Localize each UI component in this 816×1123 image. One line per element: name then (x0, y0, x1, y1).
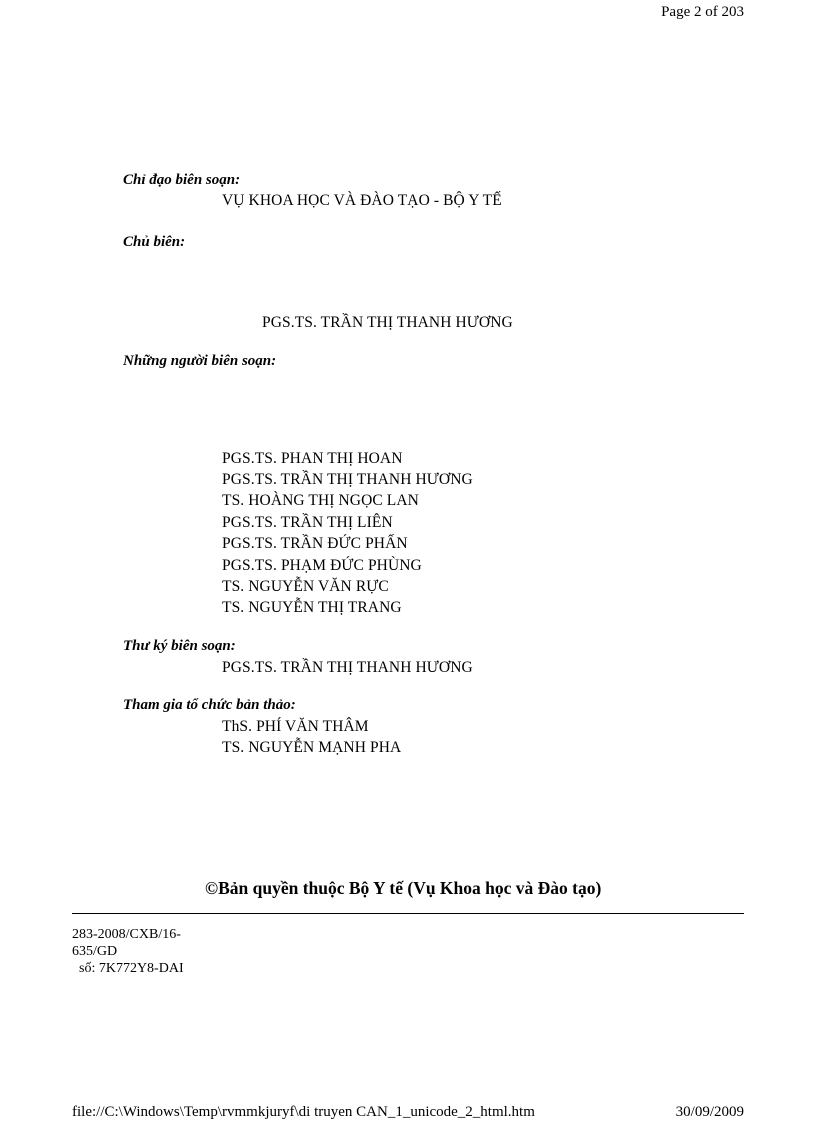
author-item: TS. HOÀNG THỊ NGỌC LAN (222, 492, 419, 509)
authors-label: Những người biên soạn: (123, 353, 277, 369)
editor-label: Chủ biên: (123, 234, 186, 250)
direction-label: Chỉ đạo biên soạn: (123, 172, 241, 188)
copyright-notice: ©Bản quyền thuộc Bộ Y tế (Vụ Khoa học và Đào tạo) (205, 878, 602, 898)
publication-line: 283-2008/CXB/16- (72, 927, 181, 942)
author-item: PGS.TS. TRẦN ĐỨC PHẤN (222, 535, 408, 552)
author-item: TS. NGUYỄN THỊ TRANG (222, 599, 402, 616)
secretary-value: PGS.TS. TRẦN THỊ THANH HƯƠNG (222, 659, 473, 676)
author-item: PGS.TS. TRẦN THỊ THANH HƯƠNG (222, 471, 473, 488)
direction-value: VỤ KHOA HỌC VÀ ĐÀO TẠO - BỘ Y TẾ (222, 192, 502, 209)
organizer-item: ThS. PHÍ VĂN THÂM (222, 718, 369, 735)
secretary-label: Thư ký biên soạn: (123, 638, 236, 654)
organizers-label: Tham gia tổ chức bản thảo: (123, 697, 296, 713)
publication-line: 635/GD (72, 944, 118, 959)
author-item: PGS.TS. TRẦN THỊ LIÊN (222, 514, 393, 531)
editor-value: PGS.TS. TRẦN THỊ THANH HƯƠNG (262, 314, 513, 331)
divider-rule (72, 913, 744, 914)
print-date: 30/09/2009 (675, 1104, 744, 1120)
author-item: PGS.TS. PHAN THỊ HOAN (222, 450, 403, 467)
organizer-item: TS. NGUYỄN MẠNH PHA (222, 739, 402, 756)
file-path: file://C:\Windows\Temp\rvmmkjuryf\di truyen CAN_1_unicode_2_html.htm (72, 1104, 535, 1120)
author-item: TS. NGUYỄN VĂN RỰC (222, 578, 389, 595)
publication-code: số: 7K772Y8-DAI (79, 961, 184, 976)
author-item: PGS.TS. PHẠM ĐỨC PHÙNG (222, 557, 422, 574)
page-indicator: Page 2 of 203 (661, 4, 744, 20)
